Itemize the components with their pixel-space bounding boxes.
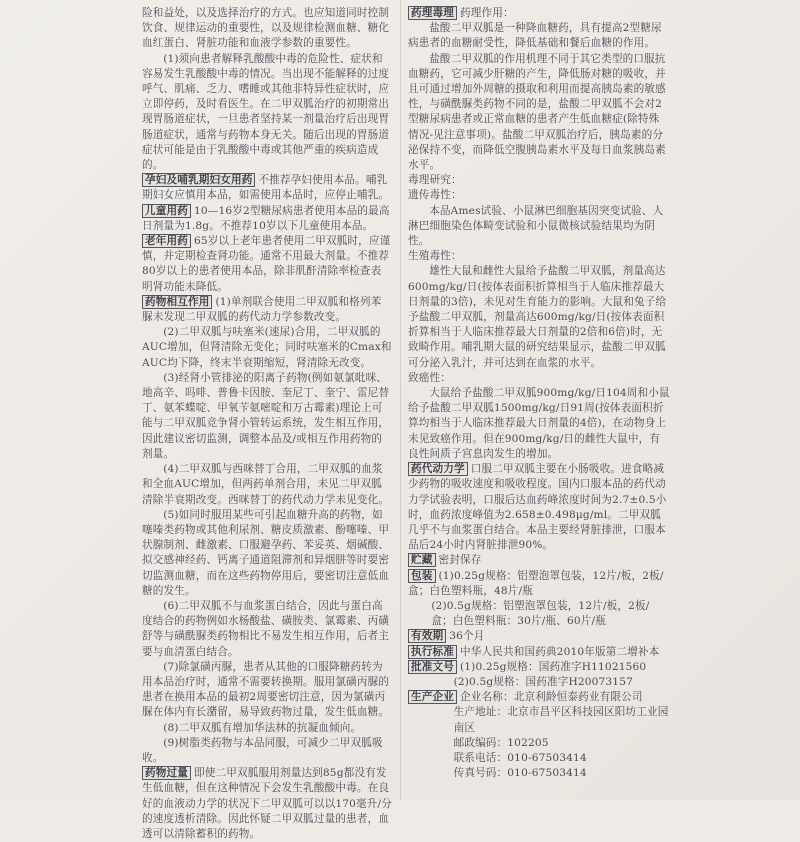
section-heading: 包装 <box>408 569 436 583</box>
field-value: 北京市昌平区科技园区阳坊工业园南区 <box>453 706 669 734</box>
right-column <box>408 6 670 794</box>
paragraph: (6)二甲双胍不与血浆蛋白结合，因此与蛋白高度结合的药物例如水杨酸盐、磺胺类、氯霉素、丙磺舒等与磺酰脲类药物相比不易发生相互作用，后者主要与血清蛋白结合。 <box>142 599 390 658</box>
paragraph: (4)二甲双胍与西咪替丁合用，二甲双胍的血浆和全血AUC增加，但两药单剂合用，未见二甲双胍清除半衰期改变。西咪替丁的药代动力学未见变化。 <box>142 463 390 506</box>
paragraph: (1)须向患者解释乳酸酸中毒的危险性、症状和容易发生乳酸酸中毒的情况。当出现不能解释的过度呼气、肌痛、乏力、嗜睡或其他非特异性症状时，应立即停药，及时看医生。在二甲双胍治疗的初期常出现胃肠道症状，一旦患者坚持某一剂量治疗后出现胃肠道症状，通常与药物本身无关。随后出现的胃肠道症状可能是由于乳酸酸中毒或其他严重的疾病造成的。 <box>142 52 390 172</box>
paragraph: 雄性大鼠和雌性大鼠给予盐酸二甲双胍，剂量高达600mg/kg/日(按体表面积折算相当于人临床推荐最大日剂量的3倍)，未见对生育能力的影响。大鼠和兔子给予盐酸二甲双胍，剂量高达600mg/kg/日(按体表面积折算相当于人临床推荐最大日剂量的2倍和6倍)时，无致畸作用。哺乳期大鼠的研究结果显示，盐酸二甲双胍可分泌入乳汁，并可达到在血浆的水平。 <box>408 265 667 369</box>
section-heading: 药物相互作用 <box>142 295 212 309</box>
paragraph: (5)如同时服用某些可引起血糖升高的药物，如噻嗪类药物或其他利尿剂、糖皮质激素、酚噻嗪、甲状腺制剂、雌激素、口服避孕药、苯妥英、烟碱酸、拟交感神经药、钙离子通道阻滞剂和异烟肼等时要密切监测血糖，而在这些药物停用后，要密切注意低血糖的发生。 <box>142 508 390 597</box>
section-heading: 有效期 <box>408 629 446 643</box>
field-value: 102205 <box>507 736 549 749</box>
section-text: 密封保存 <box>438 554 482 567</box>
pharmacokinetics-section <box>408 462 670 553</box>
section-text: 10—16岁2型糖尿病患者使用本品的最高日剂量为1.8g。不推荐10岁以下儿童使用本品。 <box>142 204 390 232</box>
pregnancy-section <box>142 173 392 203</box>
field-key: 企业名称： <box>459 691 514 704</box>
paragraph: 盐酸二甲双胍是一种降血糖药，具有提高2型糖尿病患者的血糖耐受性，降低基础和餐后血糖的作用。 <box>408 22 662 50</box>
section-text: (1)0.25g规格：铝塑泡罩包装，12片/板，2板/盒；白色塑料瓶，48片/瓶 <box>408 569 664 597</box>
paragraph: 险和益处，以及选择治疗的方式。也应知道同时控制饮食、规律运动的重要性，以及规律检测血糖、糖化血红蛋白、肾脏功能和血液学参数的重要性。 <box>142 7 390 50</box>
section-heading: 药物过量 <box>142 766 191 780</box>
manufacturer-section <box>408 690 670 705</box>
field-key: 传真号码： <box>453 767 508 780</box>
paragraph: 本品Ames试验、小鼠淋巴细胞基因突变试验、人淋巴细胞染色体畸变试验和小鼠微核试验结果均为阴性。 <box>408 204 664 248</box>
section-text: 36个月 <box>449 630 485 643</box>
field-key: 联系电话： <box>453 751 508 764</box>
field-key: 邮政编码： <box>453 736 508 749</box>
sub-label: 遗传毒性： <box>408 189 462 202</box>
approval-section <box>408 660 670 675</box>
manufacturer-line <box>408 766 670 781</box>
section-heading: 批准文号 <box>408 660 457 674</box>
children-section <box>142 204 392 234</box>
section-heading: 药代动力学 <box>408 462 468 476</box>
section-heading: 药理毒理 <box>408 6 457 20</box>
paragraph: 盐酸二甲双胍的作用机理不同于其它类型的口服抗血糖药，它可减少肝糖的产生，降低肠对糖的吸收，并且可通过增加外周糖的摄取和利用而提高胰岛素的敏感性，与磺酰脲类药物不同的是，盐酸二甲双胍不会对2型糖尿病患者或正常血糖的患者产生低血糖症(除特殊情况-见注意事项)。盐酸二甲双胍治疗后，胰岛素的分泌保持不变，而降低空腹胰岛素水平及每日血浆胰岛素水平。 <box>408 52 666 172</box>
manufacturer-line <box>408 736 670 751</box>
approval-line: (2)0.5g规格：国药准字H20073157 <box>453 675 633 688</box>
section-text: (1)0.25g规格：国药准字H11021560 <box>459 660 647 673</box>
package-section <box>408 569 670 599</box>
manufacturer-line <box>408 751 670 766</box>
section-heading: 生产企业 <box>408 690 457 704</box>
sub-label: 致癌性： <box>408 371 451 384</box>
paragraph: (3)经肾小管排泌的阳离子药物(例如氨氯吡咪、地高辛、吗啡、普鲁卡因胺、奎尼丁、奎宁、雷尼替丁、氨苯蝶啶、甲氧苄氨嘧啶和万古霉素)理论上可能与二甲双胍竞争肾小管转运系统，发生相互作用，因此建议密切监测，调整本品及/或相互作用药物的剂量。 <box>142 371 390 460</box>
paragraph: 大鼠给予盐酸二甲双胍900mg/kg/日104周和小鼠给予盐酸二甲双胍1500mg/kg/日91周(按体表面积折算均相当于人临床推荐最大日剂量的4倍)，在动物身上未见致癌作用。但在900mg/kg/日的雌性大鼠中，有良性间质子宫息肉发生的增加。 <box>408 387 670 460</box>
section-heading: 执行标准 <box>408 645 457 659</box>
pharmacology-section <box>408 6 670 21</box>
sub-label: 毒理研究： <box>408 174 462 187</box>
field-value: 北京利龄恒泰药业有限公司 <box>513 691 643 704</box>
section-text: 口服二甲双胍主要在小肠吸收。进食略减少药物的吸收速度和吸收程度。国内口服本品的药代动力学试验表明，口服后达血药峰浓度时间为2.7±0.5小时，血药浓度峰值为2.658±0.498μg/ml。二甲双胍几乎不与血浆蛋白结合。本品主要经肾脏排泄，口服本品后24小时内肾脏排泄90%。 <box>408 463 667 552</box>
package-line: (2)0.5g规格：铝塑泡罩包装，12片/板，2板/盒；白色塑料瓶：30片/瓶、60片/瓶 <box>431 599 650 628</box>
column-divider <box>400 0 401 800</box>
section-heading: 儿童用药 <box>142 204 191 218</box>
sub-label: 生殖毒性： <box>408 250 462 263</box>
field-value: 010-67503414 <box>507 751 587 764</box>
validity-section <box>408 629 670 644</box>
section-text: 中华人民共和国药典2010年版第二增补本 <box>459 645 660 658</box>
left-column <box>142 6 393 840</box>
field-key: 生产地址： <box>453 706 508 719</box>
interaction-section <box>142 295 392 325</box>
paragraph: (2)二甲双胍与呋塞米(速尿)合用，二甲双胍的AUC增加，但肾清除无变化；同时呋塞米的Cmax和AUC均下降，终末半衰期缩短，肾清除无改变。 <box>142 326 392 369</box>
paragraph: (7)除氯磺丙脲，患者从其他的口服降糖药转为用本品治疗时，通常不需要转换期。服用氯磺丙脲的患者在换用本品的最初2周要密切注意，因为氯磺丙脲在体内有长潴留，易导致药物过量，发生低血糖。 <box>142 660 390 719</box>
elderly-section <box>142 234 392 295</box>
standard-section <box>408 645 670 660</box>
section-text: 不推荐孕妇使用本品。哺乳期妇女应慎用本品，如需使用本品时，应停止哺乳。 <box>142 174 390 202</box>
sub-label: 药理作用： <box>459 7 514 19</box>
storage-section <box>408 553 670 568</box>
overdose-section <box>142 766 392 842</box>
section-text: 65岁以上老年患者使用二甲双胍时，应谨慎，并定期检查肾功能。通常不用最大剂量。不推荐80岁以上的患者使用本品，除非肌酐清除率检查表明肾功能未降低。 <box>142 235 391 293</box>
paragraph: (9)树脂类药物与本品同服，可减少二甲双胍吸收。 <box>142 736 383 764</box>
section-text: 即使二甲双胍服用剂量达到85g都没有发生低血糖，但在这种情况下会发生乳酸酸中毒。在良好的血液动力学的状况下二甲双胍可以以170毫升/分的速度透析清除。因此怀疑二甲双胍过量的患者，血透可以清除蓄积的药物。 <box>142 767 393 840</box>
paragraph: (8)二甲双胍有增加华法林的抗凝血倾向。 <box>163 721 362 734</box>
manufacturer-line <box>408 705 670 735</box>
section-text: (1)单剂联合使用二甲双胍和格列苯脲未发现二甲双胍的药代动力学参数改变。 <box>142 295 382 324</box>
field-value: 010-67503414 <box>507 767 587 780</box>
section-heading: 贮藏 <box>408 553 436 567</box>
section-heading: 孕妇及哺乳期妇女用药 <box>142 173 255 187</box>
section-heading: 老年用药 <box>142 234 191 248</box>
